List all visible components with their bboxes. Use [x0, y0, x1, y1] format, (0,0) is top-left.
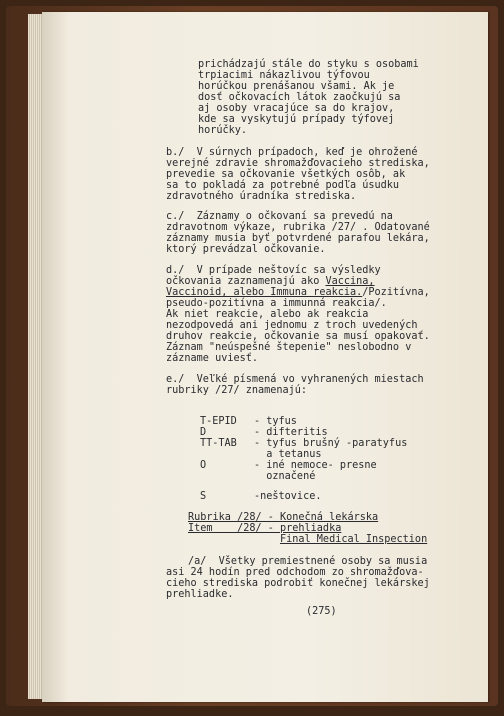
para-d-text: /Pozitívna,	[362, 287, 430, 298]
book-page	[42, 12, 488, 702]
para-d-line	[166, 276, 375, 287]
para-d-line: pseudo-pozitívna a immunná reakcia/.	[166, 298, 387, 309]
legend-code: S	[200, 491, 207, 502]
legend-meaning: a tetanus	[254, 449, 322, 460]
legend-meaning: - tyfus brušný -paratyfus	[254, 438, 408, 449]
para-c-line: záznamy musia byť potvrdené parafou lekára,	[166, 233, 430, 244]
legend-code: D	[200, 427, 207, 438]
legend-code: TT-TAB	[200, 438, 237, 449]
page-number: (275)	[306, 606, 337, 617]
para-b-line: prevedie sa očkovanie všetkých osôb, ak	[166, 169, 406, 180]
legend-meaning: - iné nemoce- presne	[254, 460, 377, 471]
para-d-line: Záznam "neúspešné štepenie" neslobodno v	[166, 342, 412, 353]
para-d-underlined: Vaccinoid, alebo Immuna reakcia.	[166, 287, 363, 298]
intro-line: kde sa vyskytujú prípady týfovej	[198, 114, 395, 125]
legend-meaning: - tyfus	[254, 416, 297, 427]
para-a-line: /a/ Všetky premiestnené osoby sa musia	[188, 556, 428, 567]
para-b-line: b./ V súrnych prípadoch, keď je ohrožené	[166, 147, 418, 158]
para-b-line: zdravotného úradníka strediska.	[166, 191, 357, 202]
para-c-line: ktorý prevádzal očkovanie.	[166, 244, 326, 255]
legend-code: T-EPID	[200, 416, 237, 427]
para-d-line: d./ V prípade neštovíc sa výsledky	[166, 265, 381, 276]
section-heading-english: Final Medical Inspection	[280, 534, 428, 545]
para-d-line: druhov reakcie, očkovanie sa musí opakovať.	[166, 331, 430, 342]
legend-meaning: - difteritis	[254, 427, 328, 438]
para-d-underlined: Vaccina,	[325, 276, 375, 287]
intro-line: aj osoby vracajúce sa do krajov,	[198, 103, 395, 114]
para-d-line: Ak niet reakcie, alebo ak reakcia	[166, 309, 369, 320]
para-b-line: verejné zdravie shromažďovacieho strediska,	[166, 158, 430, 169]
para-c-line: c./ Záznamy o očkovaní sa prevedú na	[166, 211, 393, 222]
intro-line: prichádzajú stále do styku s osobami	[198, 59, 419, 70]
intro-line: horúčky.	[198, 125, 248, 136]
para-b-line: sa to pokladá za potrebné podľa úsudku	[166, 180, 400, 191]
para-d-line: nezodpovedá ani jednomu z troch uvedených	[166, 320, 418, 331]
legend-meaning: -neštovice.	[254, 491, 322, 502]
para-d-text: očkovania zaznamenajú ako	[166, 276, 326, 287]
intro-line: dosť očkovacích látok zaočkujú sa	[198, 92, 401, 103]
legend-meaning: označené	[254, 471, 316, 482]
para-a-line: cieho strediska podrobiť konečnej lekárskej	[166, 578, 430, 589]
para-c-line: zdravotnom výkaze, rubrika /27/ . Odatované	[166, 222, 430, 233]
legend-code: O	[200, 460, 207, 471]
para-a-line: asi 24 hodín pred odchodom zo shromažďova-	[166, 567, 424, 578]
intro-line: trpiacimi nákazlivou týfovou	[198, 70, 370, 81]
intro-line: horúčkou prenášanou všami. Ak je	[198, 81, 395, 92]
para-e-line: rubriky /27/ znamenajú:	[166, 385, 308, 396]
section-heading: Rubrika /28/ - Konečná lekárska	[188, 512, 379, 523]
para-e-line: e./ Veľké písmená vo vyhranených miestach	[166, 374, 424, 385]
section-heading: Item /28/ - prehliadka	[188, 523, 342, 534]
para-d-line	[166, 287, 430, 298]
para-d-line: zázname uviesť.	[166, 353, 259, 364]
para-a-line: prehliadke.	[166, 589, 234, 600]
